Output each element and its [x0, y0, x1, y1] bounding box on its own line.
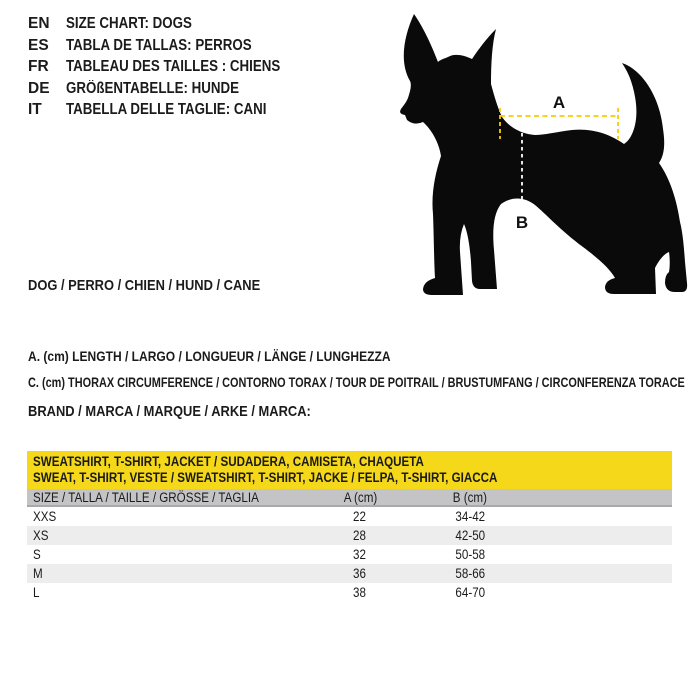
size-cell: [27, 566, 310, 581]
table-row-m: [27, 564, 672, 583]
table-header-row: [27, 489, 672, 507]
a-value: 32: [353, 547, 367, 562]
garment-type-banner: [27, 451, 672, 489]
language-row-es: [28, 35, 315, 57]
language-title: TABLA DE TALLAS: PERROS: [66, 36, 252, 54]
size-cell: [27, 585, 310, 600]
column-header-a-text: A (cm): [343, 489, 377, 505]
size-value: XXS: [33, 509, 57, 524]
b-value: 64-70: [455, 585, 485, 600]
b-cell: [410, 566, 530, 581]
a-value: 28: [353, 528, 367, 543]
table-row-s: [27, 545, 672, 564]
measure-c-text: C. (cm) THORAX CIRCUMFERENCE / CONTORNO TORAX / TOUR DE POITRAIL / BRUSTUMFANG / CIRCONFERENZA TORACE: [28, 374, 685, 390]
size-cell: [27, 509, 310, 524]
column-header-size: [27, 490, 310, 505]
measure-a-text: A. (cm) LENGTH / LARGO / LONGUEUR / LÄNGE / LUNGHEZZA: [28, 348, 391, 364]
column-header-a: [310, 490, 410, 505]
a-value: 22: [353, 509, 367, 524]
column-header-size-text: SIZE / TALLA / TAILLE / GRÖSSE / TAGLIA: [33, 489, 259, 505]
size-cell: [27, 547, 310, 562]
dog-silhouette: [400, 14, 687, 295]
garment-type-line2: [33, 470, 672, 486]
measure-b-label: B: [515, 213, 529, 232]
language-row-it: [28, 99, 315, 121]
b-value: 34-42: [455, 509, 485, 524]
b-value: 50-58: [455, 547, 485, 562]
language-title: TABLEAU DES TAILLES : CHIENS: [66, 58, 281, 75]
measure-a-label: A: [552, 93, 566, 112]
garment-type-line1-text: SWEATSHIRT, T-SHIRT, JACKET / SUDADERA, CAMISETA, CHAQUETA: [33, 454, 424, 469]
measurement-legend: [28, 343, 700, 395]
language-title: SIZE CHART: DOGS: [66, 15, 192, 32]
language-code: EN: [28, 15, 50, 32]
column-header-b-text: B (cm): [452, 489, 488, 505]
language-code: IT: [28, 101, 42, 118]
b-value: 42-50: [455, 528, 485, 543]
language-title: GRÖßENTABELLE: HUNDE: [66, 79, 240, 97]
a-cell: [310, 547, 410, 562]
language-row-fr: [28, 56, 315, 78]
table-row-xxs: [27, 507, 672, 526]
language-code: FR: [28, 58, 49, 75]
brand-label: [28, 403, 357, 420]
size-value: XS: [33, 528, 49, 543]
size-value: S: [33, 547, 41, 562]
language-code: ES: [28, 36, 49, 54]
a-cell: [310, 528, 410, 543]
size-value: L: [33, 585, 40, 600]
dog-measurement-diagram: [388, 2, 694, 298]
animal-label-text: DOG / PERRO / CHIEN / HUND / CANE: [28, 277, 261, 294]
garment-type-line2-text: SWEAT, T-SHIRT, VESTE / SWEATSHIRT, T-SHIRT, JACKE / FELPA, T-SHIRT, GIACCA: [33, 470, 498, 485]
size-cell: [27, 528, 310, 543]
language-code: DE: [28, 79, 50, 97]
b-cell: [410, 528, 530, 543]
b-value: 58-66: [455, 566, 485, 581]
a-value: 36: [353, 566, 367, 581]
language-row-en: [28, 13, 315, 35]
animal-label: [28, 277, 298, 294]
a-cell: [310, 509, 410, 524]
b-cell: [410, 509, 530, 524]
a-cell: [310, 566, 410, 581]
size-table: [27, 451, 672, 602]
column-header-b: [410, 490, 530, 505]
a-value: 38: [353, 585, 367, 600]
language-title: TABELLA DELLE TAGLIE: CANI: [66, 101, 267, 118]
measure-a-description: [28, 343, 700, 369]
b-cell: [410, 547, 530, 562]
language-row-de: [28, 78, 315, 100]
garment-type-line1: [33, 454, 672, 470]
a-cell: [310, 585, 410, 600]
table-row-l: [27, 583, 672, 602]
brand-label-text: BRAND / MARCA / MARQUE / ARKE / MARCA:: [28, 403, 311, 420]
measure-c-description: [28, 369, 700, 395]
language-list: [28, 13, 315, 121]
b-cell: [410, 585, 530, 600]
size-value: M: [33, 566, 43, 581]
table-row-xs: [27, 526, 672, 545]
